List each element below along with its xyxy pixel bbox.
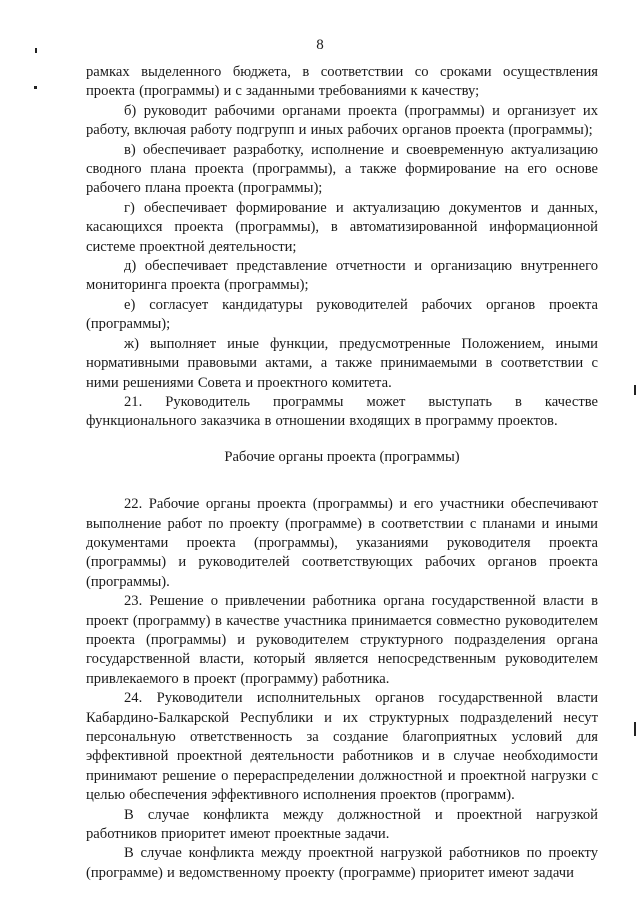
spacer (86, 467, 598, 495)
scan-mark (634, 385, 636, 395)
paragraph: 24. Руководители исполнительных органов государственной власти Кабардино-Балкарской Республики и их структурных подразделений несут персональную ответственность за создание благоприятных условий для эффективной проектной деятельности работников и в случае необходимости принимают решение о перераспределении должностной и проектной нагрузки с целью обеспечения эффективного исполнения проектов (программ). (86, 690, 598, 804)
paragraph: 21. Руководитель программы может выступать в качестве функционального заказчика в отношении входящих в программу проектов. (86, 393, 598, 430)
document-body (86, 63, 598, 883)
page-number: 8 (316, 37, 324, 53)
paragraph: 23. Решение о привлечении работника органа государственной власти в проект (программу) в качестве участника принимается совместно руководителем проекта (программы) и руководителем структурного подразделения органа государственной власти, который является непосредственным руководителем привлекаемого в проект (программу) работника. (86, 593, 598, 687)
paragraph: В случае конфликта между проектной нагрузкой работников по проекту (программе) и ведомственному проекту (программе) приоритет имеют задачи (86, 845, 598, 881)
paragraph: В случае конфликта между должностной и проектной нагрузкой работников приоритет имеют проектные задачи. (86, 806, 598, 843)
spacer (86, 432, 598, 448)
paragraph: б) руководит рабочими органами проекта (программы) и организует их работу, включая работу подгрупп и иных рабочих органов проекта (программы); (86, 102, 598, 139)
paragraph: е) согласует кандидатуры руководителей рабочих органов проекта (программы); (86, 296, 598, 333)
section-heading: Рабочие органы проекта (программы) (224, 448, 460, 465)
scan-mark (34, 86, 37, 89)
scan-mark (634, 722, 636, 736)
paragraph: д) обеспечивает представление отчетности и организацию внутреннего мониторинга проекта (программы); (86, 258, 598, 294)
paragraph: г) обеспечивает формирование и актуализацию документов и данных, касающихся проекта (программы), в автоматизированной информационной системе проектной деятельности; (86, 199, 598, 255)
paragraph: в) обеспечивает разработку, исполнение и своевременную актуализацию сводного плана проекта (программы), а также формирование на его основе рабочего плана проекта (программы); (86, 141, 598, 197)
paragraph: 22. Рабочие органы проекта (программы) и его участники обеспечивают выполнение работ по проекту (программе) в соответствии с планами и иными документами проекта (программы), указаниями руководителя проекта (программы) и руководителей соответствующих рабочих органов проекта (программы). (86, 496, 598, 590)
scan-mark (35, 48, 37, 53)
paragraph: ж) выполняет иные функции, предусмотренные Положением, иными нормативными правовыми актами, а также принимаемыми в соответствии с ними решениями Совета и проектного комитета. (86, 335, 598, 391)
paragraph: рамках выделенного бюджета, в соответствии со сроками осуществления проекта (программы) и с заданными требованиями к качеству; (86, 64, 598, 100)
